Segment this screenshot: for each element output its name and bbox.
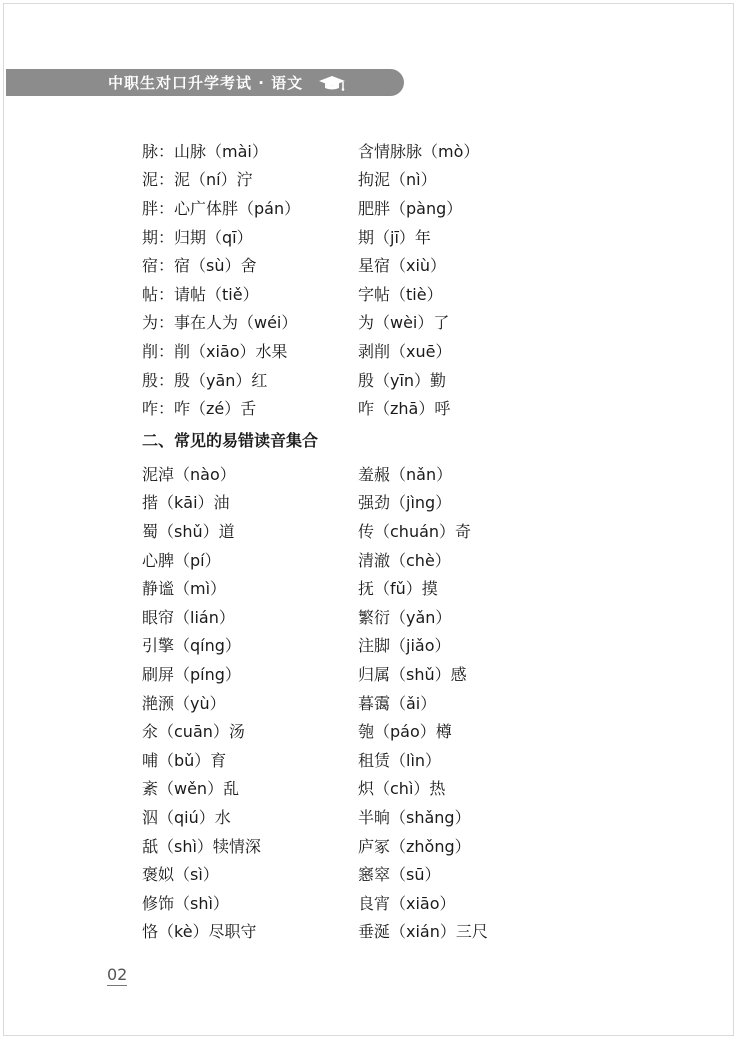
polyphone-row — [142, 165, 602, 194]
entry-left: 心脾（pí） — [142, 550, 221, 570]
misread-row — [142, 659, 602, 688]
entry-left: 紊（wěn）乱 — [142, 779, 240, 799]
misread-row — [142, 831, 602, 860]
entry-right: 良宵（xiāo） — [358, 893, 456, 913]
misread-row — [142, 459, 602, 488]
misread-row — [142, 774, 602, 803]
polyphone-row — [142, 222, 602, 251]
header-bar — [6, 69, 404, 96]
entry-left: 脉：山脉（mài） — [142, 141, 268, 161]
entry-left: 期：归期（qī） — [142, 227, 253, 247]
entry-right: 咋（zhā）呼 — [358, 399, 451, 419]
entry-left: 殷：殷（yān）红 — [142, 370, 268, 390]
misread-row — [142, 516, 602, 545]
misread-row — [142, 631, 602, 660]
entry-right: 暮霭（ǎi） — [358, 693, 437, 713]
entry-left: 帖：请帖（tiě） — [142, 284, 259, 304]
page-number: 02 — [107, 965, 128, 984]
entry-left: 氽（cuān）汤 — [142, 722, 245, 742]
entry-right: 强劲（jìng） — [358, 493, 452, 513]
polyphone-row — [142, 279, 602, 308]
misread-row — [142, 802, 602, 831]
entry-left: 宿：宿（sù）舍 — [142, 256, 257, 276]
entry-left: 眼帘（lián） — [142, 607, 235, 627]
entry-right: 匏（páo）樽 — [358, 722, 452, 742]
entry-right: 庐冢（zhǒng） — [358, 836, 471, 856]
entry-right: 含情脉脉（mò） — [358, 141, 480, 161]
entry-left: 引擎（qíng） — [142, 636, 241, 656]
misread-row — [142, 545, 602, 574]
entry-left: 刷屏（píng） — [142, 664, 241, 684]
polyphone-row — [142, 250, 602, 279]
entry-right: 租赁（lìn） — [358, 750, 442, 770]
polyphone-row — [142, 193, 602, 222]
entry-left: 哺（bǔ）育 — [142, 750, 227, 770]
entry-right: 字帖（tiè） — [358, 284, 443, 304]
polyphone-row — [142, 336, 602, 365]
polyphone-row — [142, 393, 602, 422]
entry-right: 注脚（jiǎo） — [358, 636, 451, 656]
misread-list — [142, 459, 602, 945]
polyphone-row — [142, 365, 602, 394]
entry-left: 修饰（shì） — [142, 893, 229, 913]
entry-left: 为：事在人为（wéi） — [142, 313, 298, 333]
entry-right: 为（wèi）了 — [358, 313, 450, 333]
entry-right: 清澈（chè） — [358, 550, 451, 570]
misread-row — [142, 888, 602, 917]
entry-left: 泥：泥（ní）泞 — [142, 170, 253, 190]
entry-right: 炽（chì）热 — [358, 779, 446, 799]
entry-right: 抚（fǔ）摸 — [358, 579, 438, 599]
entry-left: 滟滪（yù） — [142, 693, 226, 713]
misread-row — [142, 745, 602, 774]
entry-right: 星宿（xiù） — [358, 256, 447, 276]
entry-left: 揩（kāi）油 — [142, 493, 230, 513]
entry-left: 蜀（shǔ）道 — [142, 521, 235, 541]
entry-left: 咋：咋（zé）舌 — [142, 399, 257, 419]
entry-right: 归属（shǔ）感 — [358, 664, 467, 684]
entry-left: 静谧（mì） — [142, 579, 227, 599]
entry-right: 垂涎（xián）三尺 — [358, 922, 488, 942]
entry-left: 泥淖（nào） — [142, 464, 236, 484]
entry-left: 泅（qiú）水 — [142, 807, 231, 827]
entry-left: 舐（shì）犊情深 — [142, 836, 261, 856]
entry-right: 期（jī）年 — [358, 227, 431, 247]
polyphone-row — [142, 136, 602, 165]
entry-left: 胖：心广体胖（pán） — [142, 198, 301, 218]
misread-row — [142, 602, 602, 631]
entry-left: 恪（kè）尽职守 — [142, 922, 257, 942]
misread-row — [142, 917, 602, 946]
section-title: 二、常见的易错读音集合 — [142, 431, 319, 450]
entry-right: 半晌（shǎng） — [358, 807, 471, 827]
misread-row — [142, 688, 602, 717]
entry-right: 拘泥（nì） — [358, 170, 437, 190]
misread-row — [142, 573, 602, 602]
entry-right: 羞赧（nǎn） — [358, 464, 453, 484]
entry-right: 剥削（xuē） — [358, 341, 452, 361]
misread-row — [142, 488, 602, 517]
polyphone-row — [142, 308, 602, 337]
entry-right: 繁衍（yǎn） — [358, 607, 452, 627]
entry-right: 传（chuán）奇 — [358, 521, 472, 541]
entry-left: 褒姒（sì） — [142, 865, 219, 885]
misread-row — [142, 859, 602, 888]
polyphone-list — [142, 136, 602, 422]
header-title: 中职生对口升学考试 · 语文 — [108, 74, 304, 92]
entry-right: 肥胖（pàng） — [358, 198, 463, 218]
graduation-cap-icon — [317, 73, 347, 93]
entry-right: 殷（yīn）勤 — [358, 370, 447, 390]
entry-left: 削：削（xiāo）水果 — [142, 341, 288, 361]
entry-right: 窸窣（sū） — [358, 865, 441, 885]
misread-row — [142, 716, 602, 745]
